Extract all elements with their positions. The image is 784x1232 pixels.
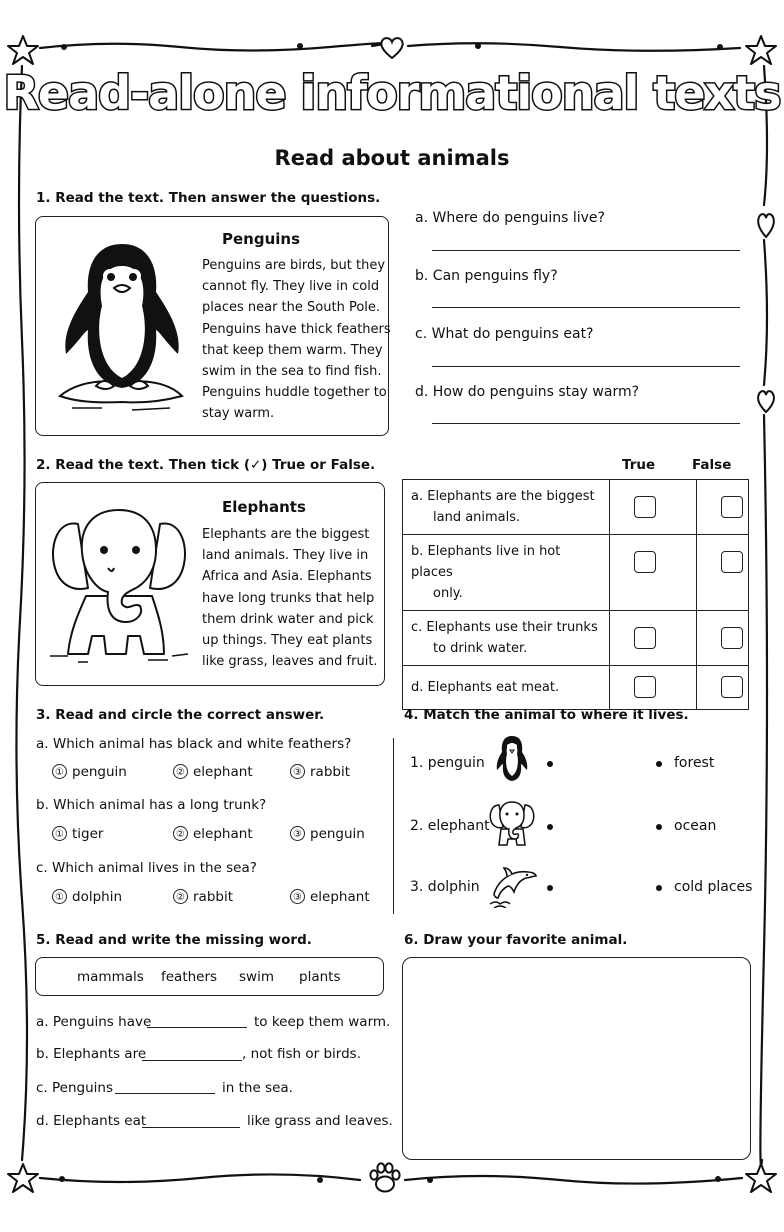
- false-checkbox[interactable]: [721, 551, 743, 573]
- sentence-b-start: b. Elephants are: [36, 1046, 147, 1062]
- match-right-1: forest: [674, 755, 715, 771]
- paw-print-icon: [366, 1160, 404, 1196]
- match-right-2: ocean: [674, 818, 717, 834]
- true-checkbox[interactable]: [634, 676, 656, 698]
- option[interactable]: ① penguin: [52, 764, 127, 780]
- page-title: Read-alone informational texts: [3, 66, 781, 120]
- word-bank-word: swim: [239, 969, 274, 985]
- answer-line-b[interactable]: [432, 307, 740, 308]
- match-right-3: cold places: [674, 879, 753, 895]
- true-checkbox[interactable]: [634, 496, 656, 518]
- penguin-passage-title: Penguins: [222, 230, 301, 248]
- heart-icon: [755, 386, 777, 416]
- match-dot-left-2[interactable]: [547, 824, 553, 830]
- circle-question-b: b. Which animal has a long trunk?: [36, 797, 267, 813]
- option[interactable]: ② elephant: [173, 764, 253, 780]
- table-row: a. Elephants are the biggest land animals.: [403, 480, 749, 535]
- circle-question-c: c. Which animal lives in the sea?: [36, 860, 257, 876]
- option[interactable]: ③ rabbit: [290, 764, 350, 780]
- question-c: c. What do penguins eat?: [415, 326, 594, 342]
- answer-line-d[interactable]: [432, 423, 740, 424]
- elephant-illustration: [48, 504, 190, 666]
- sentence-d-end: like grass and leaves.: [247, 1113, 393, 1129]
- answer-line-a[interactable]: [432, 250, 740, 251]
- table-row: c. Elephants use their trunks to drink water.: [403, 611, 749, 666]
- option[interactable]: ② rabbit: [173, 889, 233, 905]
- false-checkbox[interactable]: [721, 627, 743, 649]
- sentence-a-end: to keep them warm.: [254, 1014, 391, 1030]
- word-bank-word: plants: [299, 969, 341, 985]
- dolphin-icon: [488, 864, 538, 908]
- option[interactable]: ② elephant: [173, 826, 253, 842]
- section-6-heading: 6. Draw your favorite animal.: [404, 932, 628, 948]
- section-1-heading: 1. Read the text. Then answer the questions.: [36, 190, 381, 206]
- false-checkbox[interactable]: [721, 496, 743, 518]
- option[interactable]: ① tiger: [52, 826, 103, 842]
- match-left-1: 1. penguin: [410, 755, 485, 771]
- blank-b[interactable]: [142, 1060, 242, 1061]
- question-a: a. Where do penguins live?: [415, 210, 605, 226]
- column-false-label: False: [692, 457, 732, 473]
- match-dot-right-2[interactable]: [656, 824, 662, 830]
- section-5-heading: 5. Read and write the missing word.: [36, 932, 312, 948]
- false-checkbox[interactable]: [721, 676, 743, 698]
- answer-line-c[interactable]: [432, 366, 740, 367]
- option[interactable]: ③ elephant: [290, 889, 370, 905]
- match-dot-right-1[interactable]: [656, 761, 662, 767]
- circle-question-a: a. Which animal has black and white feathers?: [36, 736, 352, 752]
- heart-icon: [378, 35, 406, 61]
- star-icon: [744, 1162, 778, 1194]
- penguin-passage-text: Penguins are birds, but they cannot fly. They live in cold places near the South Pole. Penguins have thick feathers that keep them warm. They swim in the sea to find fish. Penguins huddle together to stay warm.: [202, 258, 391, 422]
- match-dot-left-3[interactable]: [547, 885, 553, 891]
- option[interactable]: ③ penguin: [290, 826, 365, 842]
- drawing-area[interactable]: [402, 957, 751, 1160]
- match-left-3: 3. dolphin: [410, 879, 480, 895]
- true-checkbox[interactable]: [634, 551, 656, 573]
- word-bank-word: feathers: [161, 969, 218, 985]
- blank-d[interactable]: [142, 1127, 240, 1128]
- section-2-heading: 2. Read the text. Then tick (✓) True or False.: [36, 457, 376, 473]
- elephant-icon: [489, 799, 535, 847]
- table-row: d. Elephants eat meat.: [403, 666, 749, 710]
- sentence-a-start: a. Penguins have: [36, 1014, 152, 1030]
- sentence-d-start: d. Elephants eat: [36, 1113, 147, 1129]
- sentence-c-end: in the sea.: [222, 1080, 293, 1096]
- match-dot-right-3[interactable]: [656, 885, 662, 891]
- question-d: d. How do penguins stay warm?: [415, 384, 640, 400]
- true-checkbox[interactable]: [634, 627, 656, 649]
- heart-icon: [755, 208, 777, 240]
- question-b: b. Can penguins fly?: [415, 268, 558, 284]
- option[interactable]: ① dolphin: [52, 889, 122, 905]
- true-false-table: [402, 479, 749, 710]
- section-3-heading: 3. Read and circle the correct answer.: [36, 707, 325, 723]
- sentence-c-start: c. Penguins: [36, 1080, 113, 1096]
- star-icon: [6, 34, 40, 66]
- section-4-heading: 4. Match the animal to where it lives.: [404, 707, 689, 723]
- match-left-2: 2. elephant: [410, 818, 490, 834]
- divider: [393, 738, 394, 914]
- match-dot-left-1[interactable]: [547, 761, 553, 767]
- column-true-label: True: [622, 457, 656, 473]
- word-bank-word: mammals: [77, 969, 144, 985]
- star-icon: [6, 1162, 40, 1194]
- elephant-passage-title: Elephants: [222, 498, 306, 516]
- elephant-passage-text: Elephants are the biggest land animals. They live in Africa and Asia. Elephants have long trunks that help them drink water and pick up things. They eat plants like grass, leaves and fruit.: [202, 527, 378, 670]
- blank-a[interactable]: [147, 1027, 247, 1028]
- sentence-b-end: , not fish or birds.: [242, 1046, 361, 1062]
- page-subtitle: Read about animals: [274, 146, 510, 170]
- star-icon: [744, 34, 778, 66]
- blank-c[interactable]: [115, 1093, 215, 1094]
- table-row: b. Elephants live in hot places only.: [403, 535, 749, 611]
- penguin-icon: [495, 734, 529, 784]
- penguin-illustration: [52, 236, 190, 414]
